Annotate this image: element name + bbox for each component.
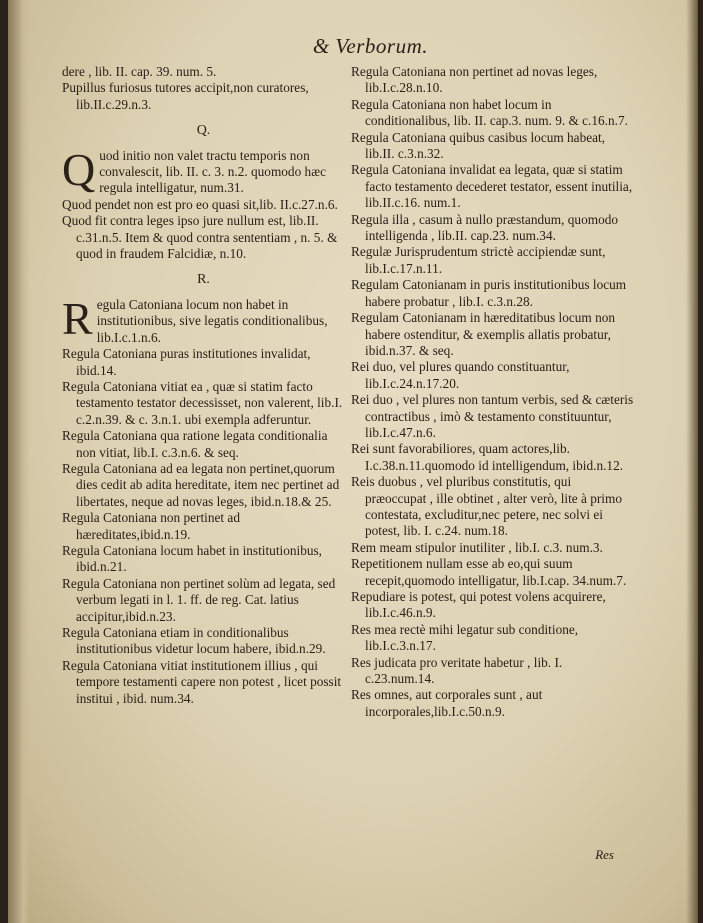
index-entry: Quod pendet non est pro eo quasi sit,lib. II.c.27.n.6. bbox=[62, 196, 338, 212]
index-entry: Rei duo, vel plures quando constituantur, lib.I.c.24.n.17.20. bbox=[351, 359, 570, 391]
index-entry: Res mea rectè mihi legatur sub conditione, lib.I.c.3.n.17. bbox=[351, 621, 579, 654]
index-entry: Res judicata pro veritate habetur , lib. I. c.23.num.14. bbox=[351, 654, 563, 687]
index-entry-text: egula Catoniana locum non habet in institutionibus, sive legatis conditionalibus, lib.I.c.1.n.6. bbox=[96, 296, 328, 345]
index-entry: Quod fit contra leges ipso jure nullum est, lib.II. c.31.n.5. Item & quod contra sententiam , n. 5. & quod in fraudem Falcidiæ, n.10. bbox=[62, 213, 338, 262]
index-entry: Rem meam stipulor inutiliter , lib.I. c.3. num.3. bbox=[351, 539, 603, 555]
index-entry: Regula Catoniana vitiat ea , quæ si statim facto testamento testator decessisset, non valerent, lib.I. c.2.n.39. & c. 3.n.1. ubi exempla adferuntur. bbox=[62, 378, 343, 427]
index-entry: Regula Catoniana qua ratione legata conditionalia non vitiat, lib.I. c.3.n.6. & seq. bbox=[62, 428, 328, 460]
index-entry: Regula Catoniana non pertinet solùm ad legata, sed verbum legati in l. 1. ff. de reg. Cat. latius accipitur,ibid.n.23. bbox=[62, 575, 336, 624]
index-entry-dropcap bbox=[62, 143, 345, 197]
index-entry: Reis duobus , vel pluribus constitutis, qui præoccupat , ille obtinet , alter verò, lite à primo contestata, excluditur,nec petere, nec solvi ei potest, lib. I. c.24. num.18. bbox=[351, 474, 622, 539]
section-letter-r: R. bbox=[197, 272, 210, 288]
index-entry: Regulam Catonianam in hæreditatibus locum non habere ostenditur, & exemplis allatis probatur, ibid.n.37. & seq. bbox=[351, 310, 616, 358]
index-entry: Res omnes, aut corporales sunt , aut incorporales,lib.I.c.50.n.9. bbox=[351, 687, 543, 719]
index-entry: Rei sunt favorabiliores, quam actores,lib. I.c.38.n.11.quomodo id intelligendum, ibid.n.12. bbox=[351, 441, 624, 473]
index-entry: Rei duo , vel plures non tantum verbis, sed & cæteris contractibus , imò & testamento constituuntur, lib.I.c.47.n.6. bbox=[351, 392, 634, 440]
running-header: & Verborum. bbox=[312, 34, 428, 58]
index-entry-text: uod initio non valet tractu temporis non convalescit, lib. II. c. 3. n.2. quomodo hæc regula intelligatur, num.31. bbox=[99, 147, 326, 196]
index-entry: Regula Catoniana invalidat ea legata, quæ si statim facto testamento decederet testator, essent inutilia, lib.II.c.16. num.1. bbox=[351, 162, 633, 211]
index-entry: Regula Catoniana non pertinet ad novas leges, lib.I.c.28.n.10. bbox=[351, 64, 598, 96]
book-page bbox=[8, 0, 698, 923]
index-entry: Regula Catoniana etiam in conditionalibus institutionibus videtur locum habere, ibid.n.29. bbox=[62, 625, 326, 657]
index-entry: Regula Catoniana quibus casibus locum habeat, lib.II. c.3.n.32. bbox=[351, 129, 606, 162]
section-letter-q: Q. bbox=[196, 123, 211, 139]
index-entry: Regula Catoniana ad ea legata non pertinet,quorum dies cedit ab adita hereditate, item nec pertinet ad libertates, neque ad novas leges, ibid.n.18.& 25. bbox=[62, 460, 340, 509]
index-entry: Repudiare is potest, qui potest volens acquirere, lib.I.c.46.n.9. bbox=[351, 589, 606, 621]
index-entry: Regula Catoniana non habet locum in conditionalibus, lib. II. cap.3. num. 9. & c.16.n.7. bbox=[351, 96, 628, 129]
index-entry: Repetitionem nullam esse ab eo,qui suum recepit,quomodo intelligatur, lib.I.cap. 34.num.7. bbox=[351, 556, 627, 588]
index-entry: Regulæ Jurisprudentum strictè accipiendæ sunt, lib.I.c.17.n.11. bbox=[351, 244, 606, 276]
index-entry: Regula Catoniana locum habet in institutionibus, ibid.n.21. bbox=[62, 542, 322, 575]
index-entry: Regulam Catonianam in puris institutionibus locum habere probatur , lib.I. c.3.n.28. bbox=[351, 277, 627, 309]
right-column bbox=[351, 64, 634, 720]
page-edge bbox=[686, 0, 698, 923]
index-entry-dropcap bbox=[62, 292, 345, 346]
index-entry: Regula Catoniana vitiat institutionem illius , qui tempore testamenti capere non potest , licet possit institui , ibid. num.34. bbox=[62, 657, 342, 706]
catchword: Res bbox=[595, 847, 614, 862]
left-column bbox=[62, 64, 345, 707]
dropcap-r: R bbox=[62, 292, 93, 344]
index-entry: Regula illa , casum à nullo præstandum, quomodo intelligenda , lib.II. cap.23. num.34. bbox=[351, 211, 619, 244]
index-entry: Regula Catoniana puras institutiones invalidat, ibid.14. bbox=[62, 346, 311, 378]
page-gutter bbox=[8, 0, 30, 923]
index-entry: Regula Catoniana non pertinet ad hæreditates,ibid.n.19. bbox=[62, 510, 240, 542]
index-entry: Pupillus furiosus tutores accipit,non curatores, lib.II.c.29.n.3. bbox=[62, 80, 309, 112]
index-entry: dere , lib. II. cap. 39. num. 5. bbox=[62, 64, 217, 79]
dropcap-q: Q bbox=[62, 143, 96, 195]
